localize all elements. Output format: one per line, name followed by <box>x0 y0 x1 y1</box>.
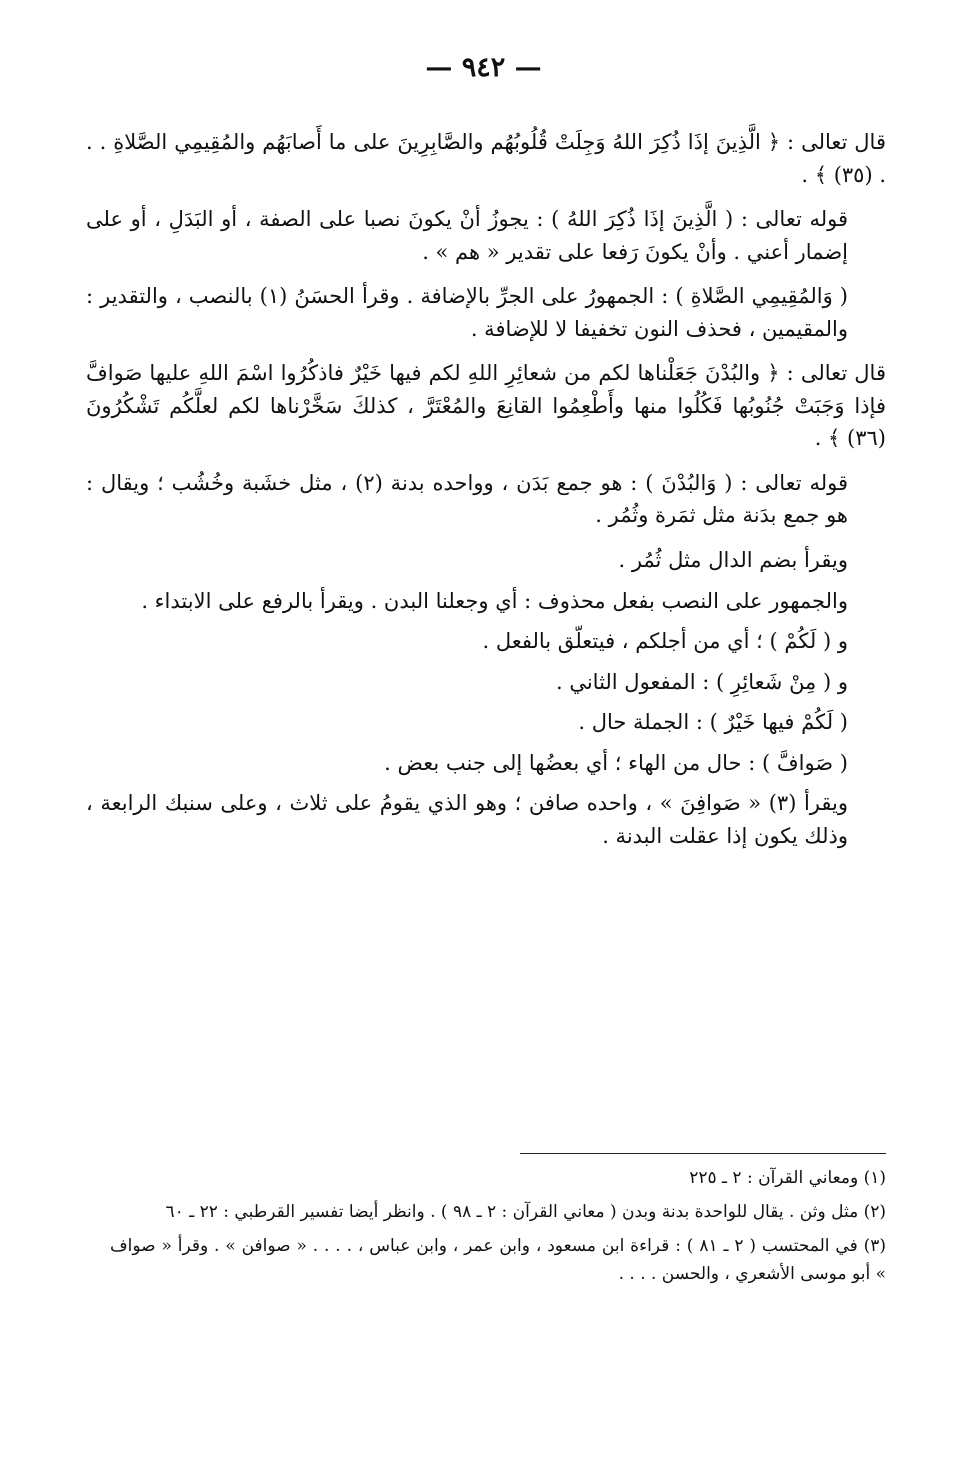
commentary-paragraph: قوله تعالى : ( وَالبُدْنَ ) : هو جمع بَدَن ، وواحده بدنة (٢) ، مثل خشَبة وخُشُب ؛ ويقال : هو جمع بدَنة مثل ثمَرة وثُمُر . <box>86 470 848 528</box>
footnote-1: (١) ومعاني القرآن : ٢ ـ ٢٢٥ <box>689 1168 886 1188</box>
verse-35: قال تعالى : ﴿ الَّذِينَ إذَا ذُكِرَ اللهُ وَجِلَتْ قُلُوبُهُم والصَّابِرِينَ على ما أَصابَهُم والمُقِيمِي الصَّلاةِ . . . (٣٥) ﴾ . <box>86 130 886 187</box>
footnote-2: (٢) مثل وثن . يقال للواحدة بدنة وبدن ( معاني القرآن : ٢ ـ ٩٨ ) . وانظر أيضا تفسير القرطبي : ٢٢ ـ ٦٠ <box>165 1202 886 1223</box>
commentary-paragraph: ( صَوافَّ ) : حال من الهاء ؛ أي بعضُها إلى جنب بعض . <box>384 750 848 775</box>
verse-36: قال تعالى : ﴿ والبُدْنَ جَعَلْناها لكم من شعائِرِ اللهِ لكم فيها خَيْرٌ فاذكُرُوا اسْمَ اللهِ عليها صَوافَّ فإذا وَجَبَتْ جُنُوبُها فَكُلُوا منها وأَطْعِمُوا القانِعَ والمُعْتَرَّ ، كذلكَ سَخَّرْناها لكم لعلَّكُم تَشْكُرُونَ (٣٦) ﴾ . <box>86 361 886 451</box>
commentary-paragraph: و ( مِنْ شَعائِرِ ) : المفعول الثاني . <box>555 669 848 694</box>
commentary-paragraph: ( وَالمُقِيمِي الصَّلاةِ ) : الجمهورُ على الجرِّ بالإضافة . وقرأ الحسَنُ (١) بالنصب ، والتقدير : والمقيمين ، فحذف النون تخفيفا لا للإضافة . <box>86 284 848 341</box>
commentary-paragraph: ( لَكُمْ فيها خَيْرٌ ) : الجملة حال . <box>578 710 848 735</box>
page-number: — ٩٤٢ — <box>425 52 542 83</box>
commentary-paragraph: ويقرأ (٣) « صَوافِنَ » ، واحده صافن ؛ وهو الذي يقومُ على ثلاث ، وعلى سنبك الرابعة ، وذلك يكون إذا عقلت البدنة . <box>86 791 849 848</box>
footnotes <box>110 1164 886 1294</box>
commentary-paragraph: والجمهور على النصب بفعل محذوف : أي وجعلنا البدن . ويقرأ بالرفع على الابتداء . <box>141 588 848 613</box>
body-text <box>86 126 886 864</box>
commentary-paragraph: و ( لَكُمْ ) ؛ أي من أجلكم ، فيتعلّق بالفعل . <box>482 629 848 654</box>
footnote-3: (٣) في المحتسب ( ٢ ـ ٨١ ) : قراءة ابن مسعود ، وابن عمر ، وابن عباس ، . . . . « صوافن » . وقرأ « صواف » أبو موسى الأشعري ، والحسن . . . . <box>110 1236 886 1285</box>
footnote-divider <box>520 1153 886 1154</box>
commentary-paragraph: ويقرأ بضم الدال مثل ثُمُر . <box>618 548 848 573</box>
commentary-paragraph: قوله تعالى : ( الَّذِينَ إذَا ذُكِرَ اللهُ ) : يجوزُ أنْ يكونَ نصبا على الصفة ، أو البَدَلِ ، أو على إضمار أعني . وأنْ يكونَ رَفعا على تقدير « هم » . <box>86 207 848 264</box>
